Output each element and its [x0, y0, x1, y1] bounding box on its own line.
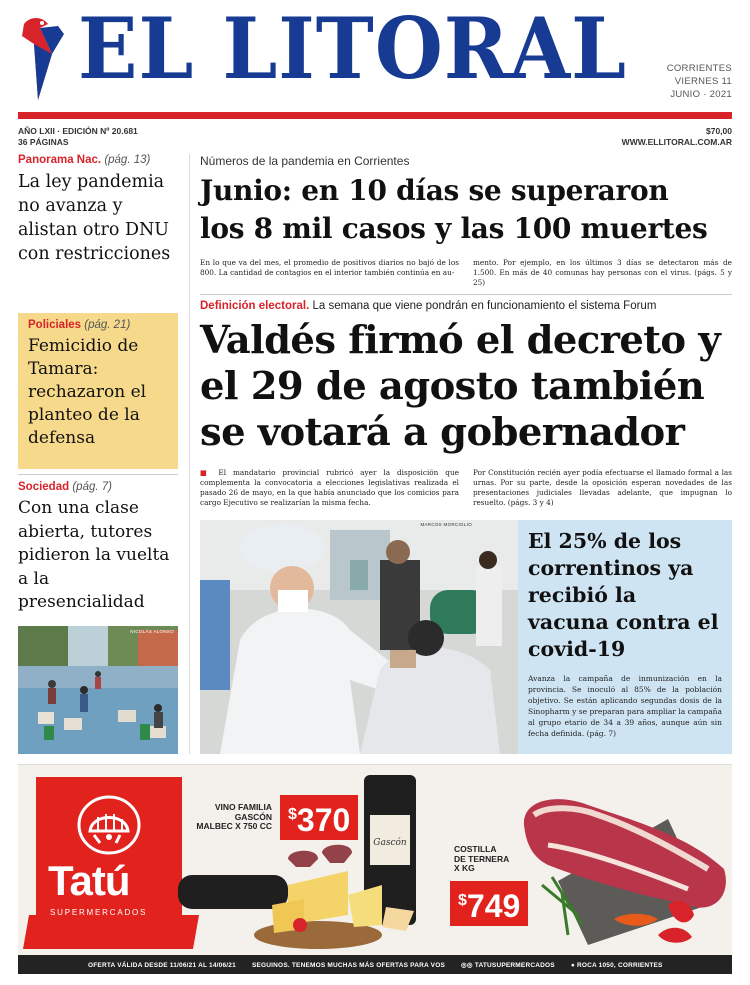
- second-headline[interactable]: Valdés firmó el decreto y el 29 de agosto también se votará a gobernador: [200, 318, 721, 455]
- photo-credit: NICOLÁS ALONSO: [130, 629, 174, 634]
- school-scene-image: [18, 626, 178, 754]
- wine-label: VINO FAMILIA GASCÓN MALBEC X 750 CC: [196, 802, 272, 831]
- city: CORRIENTES: [666, 63, 732, 74]
- story-headline[interactable]: Femicidio de Tamara: rechazaron el planteo de la defensa: [28, 336, 147, 448]
- day: VIERNES 11: [674, 76, 732, 87]
- column-divider: [189, 154, 190, 754]
- wine-price[interactable]: $370: [280, 795, 358, 840]
- second-story[interactable]: [200, 300, 732, 508]
- sidebar-story-police[interactable]: [18, 313, 178, 469]
- month-year: JUNIO · 2021: [670, 89, 732, 100]
- second-kicker: Definición electoral. La semana que viene pondrán en funcionamiento el sistema Forum: [200, 300, 657, 312]
- cover-price: $70,00: [706, 126, 732, 136]
- wine-bottle-label: Gascón: [373, 838, 407, 848]
- ad-address: ● ROCA 1050, CORRIENTES: [570, 961, 663, 969]
- masthead-red-rule: [18, 112, 732, 119]
- second-body-col1: ■ El mandatario provincial rubricó ayer la disposición que complementa la convocatoria a elecciones legislativas realizada el pasado 26 de mayo, en la que había anunciado que los comicios para cargo Ejecutivo se realizarían la misma fecha.: [200, 468, 459, 507]
- location-pin-icon: ●: [570, 961, 577, 969]
- ad-note: SEGUINOS. TENEMOS MUCHAS MÁS OFERTAS PARA VOS: [251, 961, 445, 969]
- school-photo[interactable]: [18, 626, 178, 754]
- bullet-icon: ■: [200, 468, 219, 477]
- lead-body-col1: En lo que va del mes, el promedio de positivos diarios no bajó de los 800. La cantidad de contagios en el interior también continúa en au-: [200, 258, 459, 277]
- lead-headline[interactable]: Junio: en 10 días se superaron los 8 mil casos y las 100 muertes: [200, 174, 708, 245]
- social-icon: ◎◎: [461, 962, 475, 969]
- second-body: [200, 468, 732, 508]
- ad-validity: OFERTA VÁLIDA DESDE 11/06/21 AL 14/06/21: [88, 961, 236, 969]
- date-block: [667, 62, 732, 101]
- story-kicker: Panorama Nac. (pág. 13): [18, 154, 151, 166]
- story-kicker: Sociedad (pág. 7): [18, 481, 112, 493]
- website-link[interactable]: WWW.ELLITORAL.COM.AR: [621, 137, 732, 147]
- page-count: 36 PÁGINAS: [18, 137, 69, 147]
- armadillo-logo-icon: [76, 795, 142, 855]
- ad-social[interactable]: ◎◎ TATUSUPERMERCADOS: [461, 962, 555, 969]
- story-headline[interactable]: La ley pandemia no avanza y alistan otro DNU con restricciones: [18, 172, 171, 264]
- ad-brand[interactable]: Tatú: [48, 857, 130, 904]
- meat-price[interactable]: $749: [450, 881, 528, 926]
- lead-story[interactable]: [200, 154, 732, 288]
- divider: [18, 474, 178, 475]
- meat-label: COSTILLA DE TERNERA X KG: [454, 844, 510, 873]
- story-headline[interactable]: Con una clase abierta, tutores pidieron la vuelta a la presencialidad: [18, 498, 170, 612]
- info-bar: [18, 126, 732, 150]
- masthead: [0, 0, 750, 112]
- sidebar-story-politics[interactable]: [18, 154, 178, 266]
- vaccination-story[interactable]: [518, 520, 732, 754]
- tatu-ad[interactable]: [18, 764, 732, 974]
- sidebar-story-society[interactable]: [18, 481, 178, 615]
- brand-title[interactable]: EL LITORAL: [78, 0, 627, 99]
- photo-credit: MARCOS MORCIGLIO: [420, 522, 472, 527]
- edition-info: AÑO LXII · EDICIÓN Nº 20.681: [18, 126, 138, 136]
- ad-tagline: SUPERMERCADOS: [50, 908, 148, 917]
- second-body-col2: Por Constitución recién ayer podía efectuarse el llamado formal a las urnas. Por su parte, desde la oposición esperan novedades de las presentaciones judiciales llevadas adelante, que impugnan lo resuelto. (págs. 3 y 4): [473, 468, 732, 507]
- lead-body-col2: mento. Por ejemplo, en los últimos 3 días se detectaron más de 1.500. En más de 40 comunas hay personas con el virus. (págs. 5 y 25): [473, 258, 732, 287]
- logo-bird-icon: [18, 14, 68, 106]
- vaccination-scene-image: [200, 520, 518, 754]
- vaccination-headline[interactable]: El 25% de los correntinos ya recibió la vacuna contra el covid-19: [528, 529, 719, 661]
- lead-body: [200, 258, 732, 288]
- main-column: [200, 154, 732, 508]
- ad-footer: [18, 955, 732, 974]
- vaccination-body: Avanza la campaña de inmunización en la provincia. Se inoculó al 85% de la población objetivo. Se están aplicando segundas dosis de la Sinopharm y se preparan para ampliar la campaña al grupo etario de 34 a 39 años, aunque aún sin fecha definida. (pág. 7): [528, 674, 722, 738]
- divider: [200, 294, 732, 295]
- vaccination-photo[interactable]: [200, 520, 518, 754]
- meat-image: [518, 785, 732, 955]
- lead-pretitle: Números de la pandemia en Corrientes: [200, 154, 410, 168]
- wine-cheese-image: [178, 775, 458, 955]
- story-kicker: Policiales (pág. 21): [28, 319, 131, 331]
